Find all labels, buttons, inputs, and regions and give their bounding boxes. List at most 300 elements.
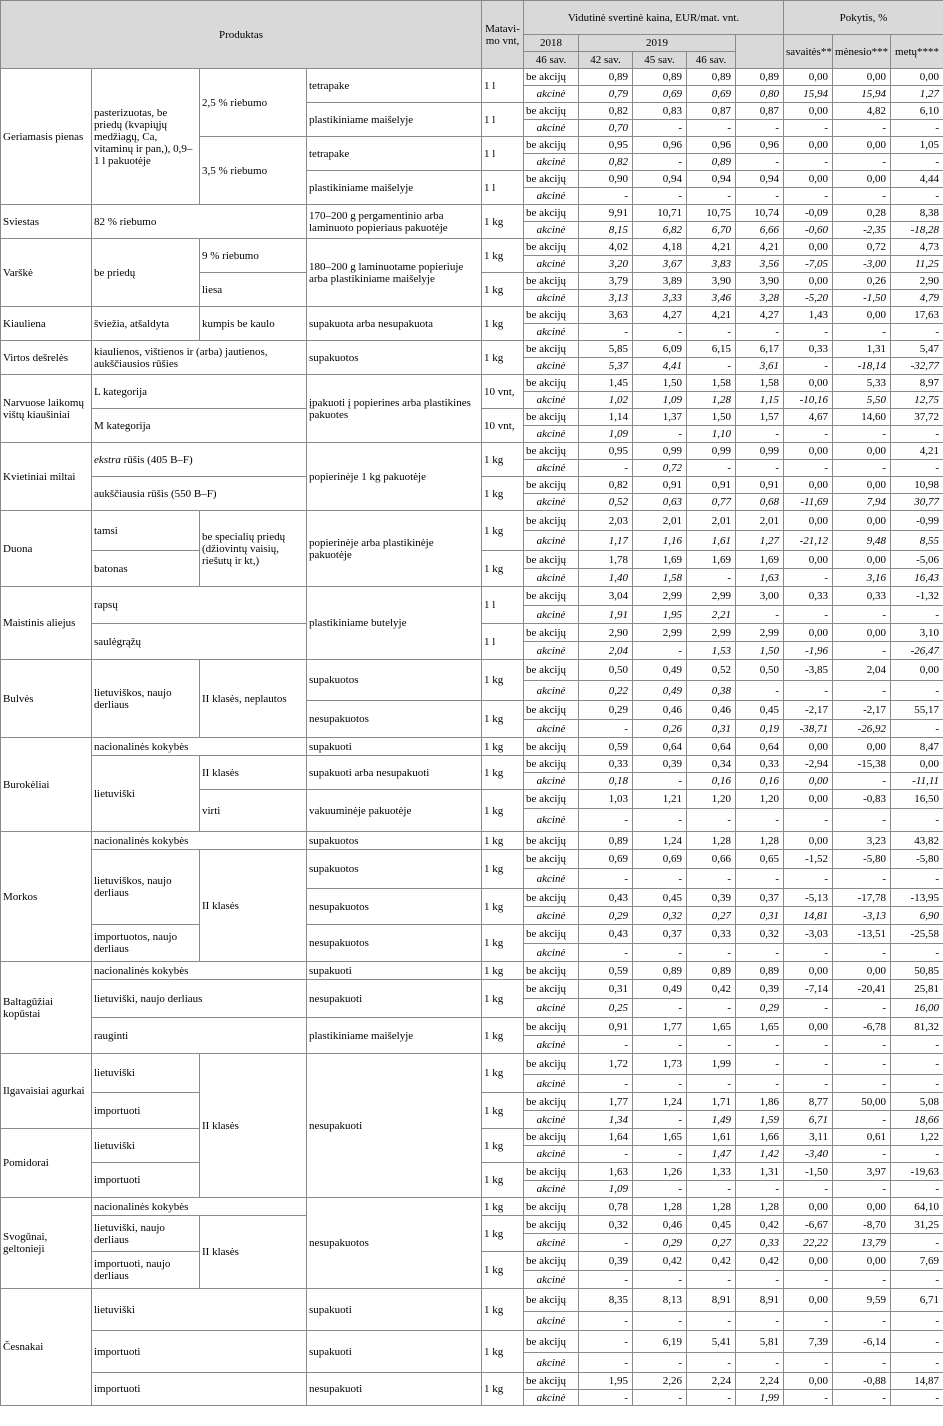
change-cell: 10,98 — [891, 477, 943, 494]
price-cell: 0,91 — [579, 1018, 633, 1036]
header-blank — [736, 35, 784, 69]
product-desc: šviežia, atšaldyta — [92, 307, 200, 341]
change-cell: -1,50 — [784, 1163, 833, 1181]
product-desc: be priedų — [92, 239, 200, 307]
price-type-regular: be akcijų — [524, 375, 579, 392]
change-cell: - — [891, 324, 943, 341]
price-cell: 6,70 — [687, 222, 736, 239]
header-pokytis: Pokytis, % — [784, 1, 943, 35]
price-cell: 1,28 — [633, 1198, 687, 1216]
change-cell: 8,38 — [891, 205, 943, 222]
price-cell: 0,68 — [736, 494, 784, 511]
header-week: 45 sav. — [633, 52, 687, 69]
change-cell: -21,12 — [784, 531, 833, 551]
price-type-promo: akcinė — [524, 1036, 579, 1054]
price-cell: 0,82 — [579, 103, 633, 120]
price-cell: - — [633, 426, 687, 443]
change-cell: 0,28 — [833, 205, 891, 222]
price-type-regular: be akcijų — [524, 660, 579, 681]
product-class: II klasės — [200, 1216, 307, 1289]
price-cell: - — [579, 1331, 633, 1353]
price-cell: 0,94 — [687, 171, 736, 188]
change-cell: 0,00 — [784, 375, 833, 392]
price-type-regular: be akcijų — [524, 171, 579, 188]
price-cell: 2,99 — [687, 587, 736, 606]
price-type-regular: be akcijų — [524, 239, 579, 256]
price-type-regular: be akcijų — [524, 1373, 579, 1390]
change-cell: -5,80 — [833, 850, 891, 869]
packaging: tetrapake — [307, 137, 482, 171]
price-cell: 0,26 — [633, 720, 687, 738]
price-cell: 6,82 — [633, 222, 687, 239]
price-cell: - — [633, 1075, 687, 1093]
price-cell: 0,90 — [579, 171, 633, 188]
price-type-promo: akcinė — [524, 1234, 579, 1252]
change-cell: - — [833, 460, 891, 477]
change-cell: 0,26 — [833, 273, 891, 290]
change-cell: 3,97 — [833, 1163, 891, 1181]
change-cell: 0,00 — [784, 69, 833, 86]
price-cell: 1,42 — [736, 1146, 784, 1163]
price-type-promo: akcinė — [524, 869, 579, 889]
price-type-regular: be akcijų — [524, 551, 579, 569]
price-cell: - — [687, 1390, 736, 1406]
price-type-regular: be akcijų — [524, 1018, 579, 1036]
change-cell: 5,47 — [891, 341, 943, 358]
price-cell: - — [579, 1390, 633, 1406]
price-cell: 8,13 — [633, 1289, 687, 1312]
price-cell: - — [579, 1075, 633, 1093]
change-cell: 0,00 — [784, 962, 833, 980]
price-type-promo: akcinė — [524, 426, 579, 443]
unit: 1 kg — [482, 1252, 524, 1289]
price-cell: 0,79 — [579, 86, 633, 103]
price-cell: 1,16 — [633, 531, 687, 551]
price-cell: 0,96 — [687, 137, 736, 154]
change-cell: -3,40 — [784, 1146, 833, 1163]
change-cell: - — [833, 642, 891, 660]
change-cell: 0,00 — [784, 1289, 833, 1312]
price-type-regular: be akcijų — [524, 1129, 579, 1146]
change-cell: 0,00 — [891, 69, 943, 86]
price-cell: - — [736, 606, 784, 624]
price-cell: 1,28 — [736, 1198, 784, 1216]
change-cell: - — [784, 944, 833, 962]
price-type-promo: akcinė — [524, 324, 579, 341]
change-cell: -1,96 — [784, 642, 833, 660]
price-cell: 0,19 — [736, 720, 784, 738]
price-cell: 8,35 — [579, 1289, 633, 1312]
change-cell: - — [891, 606, 943, 624]
product-desc: L kategorija — [92, 375, 307, 409]
change-cell: -2,94 — [784, 756, 833, 773]
product-desc: nacionalinės kokybės — [92, 1198, 307, 1216]
packaging: popierinėje arba plastikinėje pakuotėje — [307, 511, 482, 587]
change-cell: 1,05 — [891, 137, 943, 154]
price-cell: - — [736, 460, 784, 477]
change-cell: - — [833, 1146, 891, 1163]
header-savaites: savaitės** — [784, 35, 833, 69]
price-cell: 0,94 — [736, 171, 784, 188]
change-cell: -17,78 — [833, 889, 891, 907]
change-cell: -26,47 — [891, 642, 943, 660]
price-cell: - — [633, 324, 687, 341]
price-cell: - — [736, 324, 784, 341]
price-cell: - — [633, 869, 687, 889]
unit: 1 kg — [482, 1129, 524, 1163]
product-name: Pomidorai — [1, 1129, 92, 1198]
change-cell: -2,17 — [833, 701, 891, 720]
change-cell: - — [891, 944, 943, 962]
unit: 1 kg — [482, 1093, 524, 1129]
product-desc: lietuviški — [92, 1054, 200, 1093]
price-type-promo: akcinė — [524, 1075, 579, 1093]
price-cell: 0,89 — [687, 962, 736, 980]
price-cell: 2,99 — [633, 587, 687, 606]
price-cell: 1,77 — [579, 1093, 633, 1111]
price-cell: 2,21 — [687, 606, 736, 624]
product-name: Ilgavaisiai agurkai — [1, 1054, 92, 1129]
price-type-promo: akcinė — [524, 907, 579, 925]
unit: 1 kg — [482, 1216, 524, 1252]
price-cell: 1,69 — [687, 551, 736, 569]
price-cell: 8,15 — [579, 222, 633, 239]
change-cell: - — [784, 869, 833, 889]
change-cell: 6,71 — [891, 1289, 943, 1312]
price-cell: - — [579, 1036, 633, 1054]
price-cell: 0,89 — [633, 962, 687, 980]
change-cell: 0,00 — [784, 239, 833, 256]
price-type-promo: akcinė — [524, 531, 579, 551]
change-cell: 0,00 — [784, 103, 833, 120]
change-cell: - — [833, 1036, 891, 1054]
price-cell: - — [736, 1312, 784, 1331]
price-cell: 1,50 — [633, 375, 687, 392]
price-cell: 1,27 — [736, 531, 784, 551]
change-cell: - — [784, 1353, 833, 1373]
price-cell: 1,21 — [633, 790, 687, 809]
price-cell: 1,17 — [579, 531, 633, 551]
price-cell: 0,89 — [579, 832, 633, 850]
packaging: supakuotos — [307, 660, 482, 701]
change-cell: -26,92 — [833, 720, 891, 738]
change-cell: - — [784, 606, 833, 624]
price-type-promo: akcinė — [524, 1353, 579, 1373]
unit: 1 kg — [482, 477, 524, 511]
price-cell: 0,27 — [687, 1234, 736, 1252]
change-cell: 7,69 — [891, 1252, 943, 1271]
price-cell: 0,39 — [579, 1252, 633, 1271]
product-desc: nacionalinės kokybės — [92, 738, 307, 756]
change-cell: 4,21 — [891, 443, 943, 460]
price-cell: 9,91 — [579, 205, 633, 222]
price-cell: 0,16 — [687, 773, 736, 790]
unit: 1 l — [482, 69, 524, 103]
change-cell: - — [891, 188, 943, 205]
change-cell: 0,00 — [833, 137, 891, 154]
price-cell: 0,69 — [579, 850, 633, 869]
change-cell: 8,97 — [891, 375, 943, 392]
price-cell: 0,45 — [687, 1216, 736, 1234]
price-cell: 0,33 — [579, 756, 633, 773]
price-cell: - — [579, 1353, 633, 1373]
change-cell: 14,60 — [833, 409, 891, 426]
change-cell: 0,00 — [891, 660, 943, 681]
unit: 1 kg — [482, 1198, 524, 1216]
price-cell: 2,01 — [687, 511, 736, 531]
price-cell: 1,61 — [687, 1129, 736, 1146]
change-cell: 0,00 — [784, 551, 833, 569]
unit: 1 kg — [482, 850, 524, 889]
change-cell: 0,00 — [784, 137, 833, 154]
price-cell: 1,47 — [687, 1146, 736, 1163]
change-cell: -13,51 — [833, 925, 891, 944]
change-cell: 0,72 — [833, 239, 891, 256]
change-cell: 0,00 — [784, 443, 833, 460]
header-week: 46 sav. — [687, 52, 736, 69]
change-cell: -3,13 — [833, 907, 891, 925]
change-cell: - — [891, 1331, 943, 1353]
product-desc: lietuviški, naujo derliaus — [92, 1216, 200, 1252]
price-cell: 5,37 — [579, 358, 633, 375]
price-cell: 0,64 — [687, 738, 736, 756]
price-cell: - — [579, 944, 633, 962]
price-cell: - — [579, 1234, 633, 1252]
product-desc: lietuviški — [92, 756, 200, 832]
price-cell: 1,50 — [687, 409, 736, 426]
price-cell: 3,28 — [736, 290, 784, 307]
price-cell: - — [633, 154, 687, 171]
product-desc: importuoti, naujo derliaus — [92, 1252, 200, 1289]
change-cell: - — [784, 999, 833, 1018]
product-desc: lietuviškos, naujo derliaus — [92, 850, 200, 925]
price-type-promo: akcinė — [524, 569, 579, 587]
price-cell: 0,43 — [579, 925, 633, 944]
price-cell: 2,26 — [633, 1373, 687, 1390]
change-cell: 11,25 — [891, 256, 943, 273]
product-name: Burokėliai — [1, 738, 92, 832]
product-desc — [92, 443, 307, 477]
change-cell: 43,82 — [891, 832, 943, 850]
header-produktas: Produktas — [1, 1, 482, 69]
product-desc: lietuviški — [92, 1129, 200, 1163]
change-cell: 6,71 — [784, 1111, 833, 1129]
change-cell: -6,14 — [833, 1331, 891, 1353]
change-cell: 4,44 — [891, 171, 943, 188]
product-desc: pasterizuotas, be priedų (kvapiųjų medžiagų, Ca, vitaminų ir pan,), 0,9–1 l pakuotėje — [92, 69, 200, 205]
change-cell: 0,00 — [784, 1252, 833, 1271]
price-cell: 0,59 — [579, 738, 633, 756]
unit: 10 vnt, — [482, 375, 524, 409]
price-cell: 1,58 — [736, 375, 784, 392]
price-type-promo: akcinė — [524, 1390, 579, 1406]
price-cell: 1,77 — [633, 1018, 687, 1036]
price-cell: 0,29 — [579, 907, 633, 925]
change-cell: 81,32 — [891, 1018, 943, 1036]
packaging: supakuoti — [307, 738, 482, 756]
price-cell: - — [633, 999, 687, 1018]
change-cell: - — [784, 1181, 833, 1198]
change-cell: - — [784, 1312, 833, 1331]
price-type-promo: akcinė — [524, 720, 579, 738]
price-cell: 1,09 — [633, 392, 687, 409]
change-cell: 8,47 — [891, 738, 943, 756]
price-cell: 2,99 — [633, 624, 687, 642]
change-cell: -5,13 — [784, 889, 833, 907]
price-cell: 0,42 — [736, 1252, 784, 1271]
price-cell: 0,89 — [736, 962, 784, 980]
price-cell: 0,69 — [633, 86, 687, 103]
price-cell: - — [687, 120, 736, 137]
price-cell: 3,63 — [579, 307, 633, 324]
change-cell: -25,58 — [891, 925, 943, 944]
price-cell: - — [736, 1036, 784, 1054]
change-cell: -5,80 — [891, 850, 943, 869]
price-cell: 2,90 — [579, 624, 633, 642]
change-cell: - — [891, 426, 943, 443]
change-cell: - — [784, 324, 833, 341]
unit: 1 kg — [482, 1331, 524, 1373]
price-cell: 0,45 — [736, 701, 784, 720]
price-type-promo: akcinė — [524, 358, 579, 375]
price-cell: 3,89 — [633, 273, 687, 290]
price-cell: - — [687, 460, 736, 477]
price-cell: 0,39 — [633, 756, 687, 773]
price-cell: 0,33 — [736, 1234, 784, 1252]
price-cell: 1,69 — [633, 551, 687, 569]
change-cell: 4,73 — [891, 239, 943, 256]
price-cell: 2,24 — [736, 1373, 784, 1390]
price-cell: 3,00 — [736, 587, 784, 606]
change-cell: - — [784, 188, 833, 205]
price-cell: 2,99 — [736, 624, 784, 642]
change-cell: 0,33 — [833, 587, 891, 606]
price-cell: 4,21 — [687, 307, 736, 324]
price-type-promo: akcinė — [524, 642, 579, 660]
price-cell: 1,34 — [579, 1111, 633, 1129]
change-cell: - — [833, 120, 891, 137]
price-type-regular: be akcijų — [524, 701, 579, 720]
change-cell: - — [833, 1390, 891, 1406]
price-cell: 0,38 — [687, 681, 736, 701]
change-cell: 5,08 — [891, 1093, 943, 1111]
product-class: virti — [200, 790, 307, 832]
price-type-regular: be akcijų — [524, 889, 579, 907]
price-type-regular: be akcijų — [524, 980, 579, 999]
price-cell: 3,61 — [736, 358, 784, 375]
price-cell: 0,31 — [687, 720, 736, 738]
product-name: Kvietiniai miltai — [1, 443, 92, 511]
unit: 1 kg — [482, 790, 524, 832]
change-cell: - — [833, 944, 891, 962]
price-cell: 1,71 — [687, 1093, 736, 1111]
change-cell: -0,88 — [833, 1373, 891, 1390]
change-cell: 0,00 — [784, 273, 833, 290]
packaging: nesupakuotos — [307, 1198, 482, 1289]
change-cell: 0,00 — [833, 1198, 891, 1216]
change-cell: - — [891, 1271, 943, 1289]
price-cell: 1,53 — [687, 642, 736, 660]
price-cell: 6,19 — [633, 1331, 687, 1353]
change-cell: - — [833, 1111, 891, 1129]
price-cell: 0,16 — [736, 773, 784, 790]
price-cell: 1,64 — [579, 1129, 633, 1146]
price-cell: 4,27 — [633, 307, 687, 324]
change-cell: 16,00 — [891, 999, 943, 1018]
packaging: plastikiniame maišelyje — [307, 171, 482, 205]
price-type-promo: akcinė — [524, 120, 579, 137]
price-cell: - — [687, 869, 736, 889]
product-class: II klasės — [200, 1054, 307, 1198]
packaging: 170–200 g pergamentinio arba laminuoto popieriaus pakuotėje — [307, 205, 482, 239]
price-cell: 0,89 — [579, 69, 633, 86]
price-cell: 2,01 — [633, 511, 687, 531]
change-cell: - — [833, 1312, 891, 1331]
price-type-promo: akcinė — [524, 154, 579, 171]
unit: 1 l — [482, 171, 524, 205]
price-cell: 0,27 — [687, 907, 736, 925]
product-desc: lietuviškos, naujo derliaus — [92, 660, 200, 738]
price-cell: - — [633, 1111, 687, 1129]
price-type-promo: akcinė — [524, 494, 579, 511]
product-desc: tamsi — [92, 511, 200, 551]
price-cell: 1,24 — [633, 1093, 687, 1111]
packaging: plastikiniame butelyje — [307, 587, 482, 660]
price-cell: - — [579, 324, 633, 341]
price-cell: 1,02 — [579, 392, 633, 409]
price-type-promo: akcinė — [524, 1271, 579, 1289]
price-cell: 3,90 — [687, 273, 736, 290]
price-cell: 1,58 — [687, 375, 736, 392]
price-cell: 0,33 — [736, 756, 784, 773]
price-cell: 0,49 — [633, 681, 687, 701]
price-type-promo: akcinė — [524, 1312, 579, 1331]
price-type-regular: be akcijų — [524, 205, 579, 222]
price-cell: 0,29 — [736, 999, 784, 1018]
change-cell: - — [833, 1271, 891, 1289]
unit: 1 kg — [482, 832, 524, 850]
change-cell: 3,16 — [833, 569, 891, 587]
change-cell: - — [833, 426, 891, 443]
change-cell: -13,95 — [891, 889, 943, 907]
product-class: II klasės — [200, 756, 307, 790]
price-cell: 1,66 — [736, 1129, 784, 1146]
price-type-regular: be akcijų — [524, 756, 579, 773]
price-cell: 2,03 — [579, 511, 633, 531]
change-cell: 4,67 — [784, 409, 833, 426]
change-cell: - — [784, 358, 833, 375]
price-cell: 1,61 — [687, 531, 736, 551]
header-2019: 2019 — [579, 35, 736, 52]
change-cell: - — [833, 999, 891, 1018]
price-cell: 0,29 — [579, 701, 633, 720]
price-cell: 0,42 — [633, 1252, 687, 1271]
product-name: Narvuose laikomų vištų kiaušiniai — [1, 375, 92, 443]
change-cell: -15,38 — [833, 756, 891, 773]
price-type-regular: be akcijų — [524, 1331, 579, 1353]
price-type-regular: be akcijų — [524, 511, 579, 531]
change-cell: 0,00 — [833, 738, 891, 756]
price-cell: - — [687, 324, 736, 341]
price-type-promo: akcinė — [524, 222, 579, 239]
change-cell: 16,50 — [891, 790, 943, 809]
price-cell: 8,91 — [687, 1289, 736, 1312]
change-cell: 7,94 — [833, 494, 891, 511]
price-cell: 3,79 — [579, 273, 633, 290]
product-name: Svogūnai, geltonieji — [1, 1198, 92, 1289]
change-cell: 50,00 — [833, 1093, 891, 1111]
price-cell: 10,75 — [687, 205, 736, 222]
